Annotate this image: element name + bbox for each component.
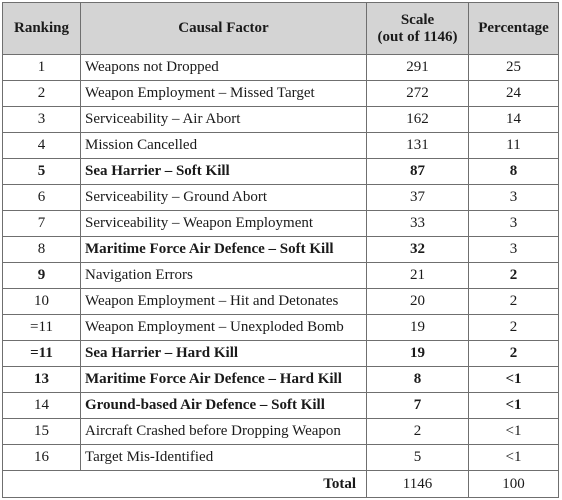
cell-causal-factor: Weapon Employment – Missed Target	[81, 81, 367, 107]
cell-ranking: 2	[3, 81, 81, 107]
cell-percentage: 3	[469, 185, 559, 211]
cell-causal-factor: Sea Harrier – Soft Kill	[81, 159, 367, 185]
header-row	[3, 3, 559, 55]
table-row	[3, 367, 559, 393]
table-row	[3, 211, 559, 237]
table-row	[3, 133, 559, 159]
cell-percentage: 2	[469, 289, 559, 315]
cell-percentage: <1	[469, 445, 559, 471]
table-row	[3, 419, 559, 445]
cell-ranking: =11	[3, 315, 81, 341]
cell-ranking: 6	[3, 185, 81, 211]
cell-causal-factor: Serviceability – Ground Abort	[81, 185, 367, 211]
table-row	[3, 341, 559, 367]
total-percentage: 100	[469, 471, 559, 498]
total-scale: 1146	[367, 471, 469, 498]
cell-ranking: 7	[3, 211, 81, 237]
table-row	[3, 81, 559, 107]
cell-percentage: <1	[469, 419, 559, 445]
cell-percentage: 3	[469, 211, 559, 237]
cell-percentage: 2	[469, 263, 559, 289]
cell-percentage: 24	[469, 81, 559, 107]
cell-percentage: 14	[469, 107, 559, 133]
header-scale-line2: (out of 1146)	[377, 28, 458, 45]
table-header	[3, 3, 559, 55]
table-row	[3, 263, 559, 289]
cell-ranking: 15	[3, 419, 81, 445]
table-row	[3, 315, 559, 341]
cell-scale: 19	[367, 341, 469, 367]
cell-causal-factor: Ground-based Air Defence – Soft Kill	[81, 393, 367, 419]
table-row	[3, 159, 559, 185]
table-row	[3, 289, 559, 315]
cell-scale: 272	[367, 81, 469, 107]
cell-causal-factor: Weapon Employment – Hit and Detonates	[81, 289, 367, 315]
cell-percentage: 25	[469, 55, 559, 81]
header-scale-line1: Scale	[400, 12, 435, 28]
cell-scale: 131	[367, 133, 469, 159]
total-row-blank	[3, 471, 81, 498]
cell-scale: 87	[367, 159, 469, 185]
cell-ranking: 5	[3, 159, 81, 185]
cell-percentage: 11	[469, 133, 559, 159]
cell-scale: 37	[367, 185, 469, 211]
cell-scale: 33	[367, 211, 469, 237]
cell-causal-factor: Serviceability – Weapon Employment	[81, 211, 367, 237]
table-row	[3, 55, 559, 81]
cell-scale: 21	[367, 263, 469, 289]
table-row	[3, 237, 559, 263]
cell-scale: 7	[367, 393, 469, 419]
cell-ranking: =11	[3, 341, 81, 367]
cell-causal-factor: Maritime Force Air Defence – Hard Kill	[81, 367, 367, 393]
cell-scale: 20	[367, 289, 469, 315]
cell-percentage: 8	[469, 159, 559, 185]
table-row	[3, 107, 559, 133]
cell-causal-factor: Aircraft Crashed before Dropping Weapon	[81, 419, 367, 445]
header-ranking: Ranking	[3, 3, 81, 55]
cell-causal-factor: Navigation Errors	[81, 263, 367, 289]
cell-causal-factor: Weapon Employment – Unexploded Bomb	[81, 315, 367, 341]
table-row	[3, 185, 559, 211]
header-percentage: Percentage	[469, 3, 559, 55]
cell-percentage: 2	[469, 315, 559, 341]
cell-percentage: 3	[469, 237, 559, 263]
cell-ranking: 13	[3, 367, 81, 393]
cell-scale: 8	[367, 367, 469, 393]
cell-causal-factor: Serviceability – Air Abort	[81, 107, 367, 133]
cell-ranking: 1	[3, 55, 81, 81]
cell-causal-factor: Target Mis-Identified	[81, 445, 367, 471]
cell-scale: 5	[367, 445, 469, 471]
cell-ranking: 4	[3, 133, 81, 159]
cell-scale: 32	[367, 237, 469, 263]
cell-ranking: 3	[3, 107, 81, 133]
cell-scale: 19	[367, 315, 469, 341]
table-row	[3, 393, 559, 419]
total-row	[3, 471, 559, 498]
table-body	[3, 55, 559, 471]
table-row	[3, 445, 559, 471]
cell-scale: 291	[367, 55, 469, 81]
total-label: Total	[81, 471, 367, 498]
cell-causal-factor: Mission Cancelled	[81, 133, 367, 159]
table-footer	[3, 471, 559, 498]
cell-percentage: <1	[469, 367, 559, 393]
cell-ranking: 8	[3, 237, 81, 263]
cell-percentage: 2	[469, 341, 559, 367]
cell-percentage: <1	[469, 393, 559, 419]
cell-scale: 162	[367, 107, 469, 133]
causal-factors-table	[2, 2, 559, 498]
cell-ranking: 16	[3, 445, 81, 471]
cell-ranking: 9	[3, 263, 81, 289]
header-causal-factor: Causal Factor	[81, 3, 367, 55]
header-scale	[367, 3, 469, 55]
cell-causal-factor: Weapons not Dropped	[81, 55, 367, 81]
cell-ranking: 14	[3, 393, 81, 419]
causal-factors-table-container	[2, 2, 558, 498]
cell-causal-factor: Sea Harrier – Hard Kill	[81, 341, 367, 367]
cell-scale: 2	[367, 419, 469, 445]
cell-ranking: 10	[3, 289, 81, 315]
cell-causal-factor: Maritime Force Air Defence – Soft Kill	[81, 237, 367, 263]
